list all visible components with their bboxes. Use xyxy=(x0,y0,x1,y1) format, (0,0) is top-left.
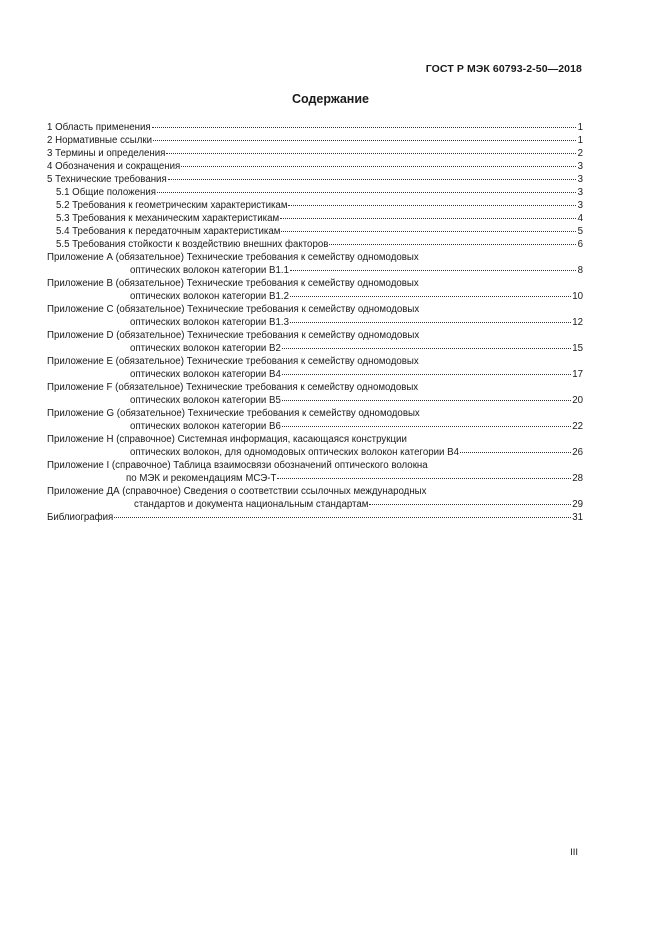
toc-page-number: 5 xyxy=(577,226,583,237)
toc-entry-title: оптических волокон категории В1.1 xyxy=(130,265,289,276)
toc-page-number: 4 xyxy=(577,213,583,224)
toc-entry-title: 5.2 Требования к геометрическим характеристикам xyxy=(56,200,288,211)
page-title: Содержание xyxy=(291,92,369,106)
table-of-contents xyxy=(47,121,583,524)
toc-entry[interactable] xyxy=(47,134,583,147)
toc-entry[interactable] xyxy=(47,147,583,160)
toc-page-number: 20 xyxy=(572,395,583,406)
toc-entry-title: оптических волокон категории В1.3 xyxy=(130,317,289,328)
toc-entry-title: оптических волокон категории В2 xyxy=(130,343,281,354)
toc-entry[interactable] xyxy=(47,186,583,199)
toc-leader-dots xyxy=(290,295,571,297)
toc-leader-dots xyxy=(166,152,576,154)
toc-entry[interactable] xyxy=(47,485,583,511)
toc-leader-dots xyxy=(277,477,571,479)
toc-entry[interactable] xyxy=(47,459,583,485)
toc-entry[interactable] xyxy=(47,355,583,381)
toc-page-number: 2 xyxy=(577,148,583,159)
toc-entry-title: 4 Обозначения и сокращения xyxy=(47,161,181,172)
toc-leader-dots xyxy=(460,451,571,453)
toc-page-number: 28 xyxy=(572,473,583,484)
toc-entry[interactable] xyxy=(47,277,583,303)
toc-page-number: 3 xyxy=(577,161,583,172)
toc-page-number: 3 xyxy=(577,200,583,211)
toc-leader-dots xyxy=(114,516,571,518)
toc-entry-title: Приложение Е (обязательное) Технические требования к семейству одномодовых xyxy=(47,356,419,367)
toc-page-number: 12 xyxy=(572,317,583,328)
toc-leader-dots xyxy=(282,373,571,375)
toc-page-number: 29 xyxy=(572,499,583,510)
toc-leader-dots xyxy=(280,217,576,219)
toc-entry-title: по МЭК и рекомендациям МСЭ-Т xyxy=(126,473,277,484)
toc-entry[interactable] xyxy=(47,407,583,433)
toc-entry-title: 5.3 Требования к механическим характеристикам xyxy=(56,213,280,224)
toc-leader-dots xyxy=(282,399,571,401)
toc-entry-title: 2 Нормативные ссылки xyxy=(47,135,153,146)
toc-entry[interactable] xyxy=(47,381,583,407)
toc-entry[interactable] xyxy=(47,329,583,355)
toc-entry[interactable] xyxy=(47,225,583,238)
toc-page-number: 8 xyxy=(577,265,583,276)
toc-page-number: 3 xyxy=(577,187,583,198)
toc-page-number: 15 xyxy=(572,343,583,354)
toc-entry[interactable] xyxy=(47,160,583,173)
toc-page-number: 22 xyxy=(572,421,583,432)
toc-entry[interactable] xyxy=(47,173,583,186)
toc-page-number: 17 xyxy=(572,369,583,380)
toc-entry-title: 3 Термины и определения xyxy=(47,148,166,159)
toc-entry-title: 5.1 Общие положения xyxy=(56,187,157,198)
toc-entry-title: Приложение ДА (справочное) Сведения о соответствии ссылочных международных xyxy=(47,486,427,497)
toc-entry-title: Приложение С (обязательное) Технические требования к семейству одномодовых xyxy=(47,304,420,315)
toc-entry-title: Библиография xyxy=(47,512,114,523)
toc-entry[interactable] xyxy=(47,212,583,225)
toc-leader-dots xyxy=(157,191,576,193)
toc-entry-title: оптических волокон, для одномодовых оптических волокон категории В4 xyxy=(130,447,459,458)
toc-entry[interactable] xyxy=(47,433,583,459)
toc-leader-dots xyxy=(282,425,571,427)
toc-leader-dots xyxy=(290,321,571,323)
toc-leader-dots xyxy=(288,204,576,206)
toc-leader-dots xyxy=(281,230,576,232)
toc-entry-title: 5 Технические требования xyxy=(47,174,167,185)
toc-entry-title: Приложение А (обязательное) Технические требования к семейству одномодовых xyxy=(47,252,419,263)
toc-entry[interactable] xyxy=(47,303,583,329)
toc-page-number: 3 xyxy=(577,174,583,185)
toc-page-number: 26 xyxy=(572,447,583,458)
toc-entry-title: оптических волокон категории В5 xyxy=(130,395,281,406)
toc-entry-title: оптических волокон категории В1.2 xyxy=(130,291,289,302)
toc-leader-dots xyxy=(152,126,576,128)
toc-entry-title: стандартов и документа национальным стандартам xyxy=(134,499,369,510)
toc-entry[interactable] xyxy=(47,511,583,524)
toc-entry-title: оптических волокон категории В6 xyxy=(130,421,281,432)
toc-page-number: 1 xyxy=(577,135,583,146)
toc-entry[interactable] xyxy=(47,238,583,251)
toc-entry-title: 5.4 Требования к передаточным характеристикам xyxy=(56,226,281,237)
toc-leader-dots xyxy=(369,503,571,505)
toc-entry-title: Приложение G (обязательное) Технические требования к семейству одномодовых xyxy=(47,408,420,419)
toc-entry-title: Приложение Н (справочное) Системная информация, касающаяся конструкции xyxy=(47,434,407,445)
toc-entry-title: 5.5 Требования стойкости к воздействию внешних факторов xyxy=(56,239,329,250)
toc-page-number: 1 xyxy=(577,122,583,133)
toc-entry-title: Приложение I (справочное) Таблица взаимосвязи обозначений оптического волокна xyxy=(47,460,428,471)
toc-entry-title: 1 Область применения xyxy=(47,122,151,133)
toc-page-number: 31 xyxy=(572,512,583,523)
toc-page-number: 6 xyxy=(577,239,583,250)
toc-entry[interactable] xyxy=(47,199,583,212)
toc-leader-dots xyxy=(290,269,576,271)
toc-leader-dots xyxy=(282,347,571,349)
toc-entry-title: Приложение В (обязательное) Технические требования к семейству одномодовых xyxy=(47,278,419,289)
toc-leader-dots xyxy=(181,165,576,167)
toc-entry-title: оптических волокон категории В4 xyxy=(130,369,281,380)
document-header: ГОСТ Р МЭК 60793-2-50—2018 xyxy=(425,63,582,75)
toc-entry[interactable] xyxy=(47,251,583,277)
toc-entry-title: Приложение F (обязательное) Технические требования к семейству одномодовых xyxy=(47,382,419,393)
page-number: III xyxy=(570,847,578,858)
toc-entry[interactable] xyxy=(47,121,583,134)
toc-page-number: 10 xyxy=(572,291,583,302)
toc-entry-title: Приложение D (обязательное) Технические требования к семейству одномодовых xyxy=(47,330,420,341)
toc-leader-dots xyxy=(153,139,576,141)
toc-leader-dots xyxy=(168,178,576,180)
toc-leader-dots xyxy=(329,243,576,245)
